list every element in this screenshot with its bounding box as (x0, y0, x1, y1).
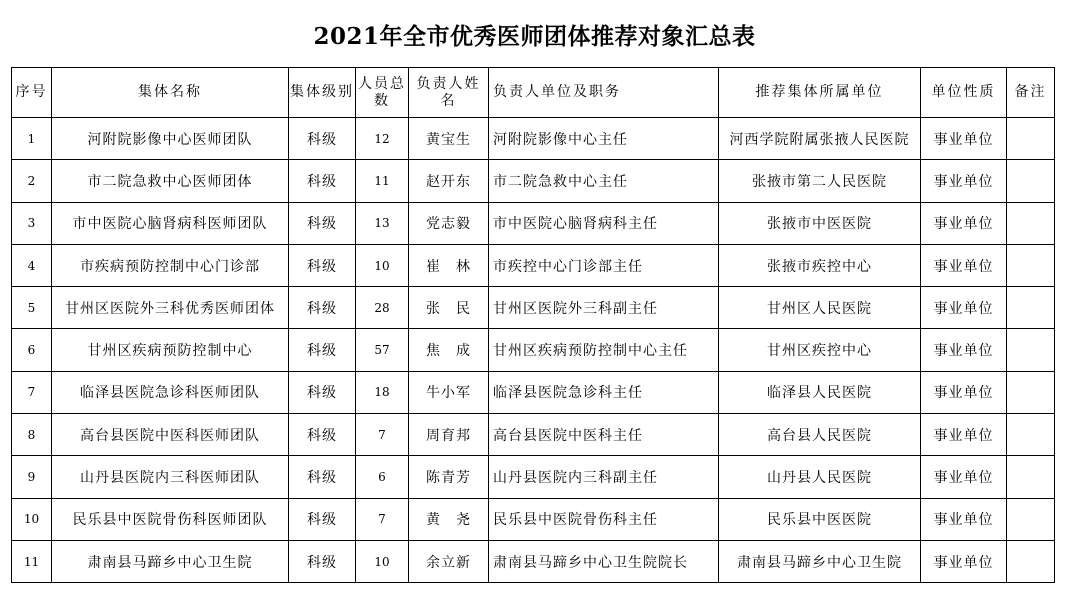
cell-nature: 事业单位 (921, 160, 1007, 202)
cell-position: 市二院急救中心主任 (489, 160, 719, 202)
cell-nature: 事业单位 (921, 414, 1007, 456)
cell-remark (1007, 287, 1055, 329)
cell-position: 肃南县马蹄乡中心卫生院院长 (489, 540, 719, 582)
cell-level: 科级 (289, 498, 356, 540)
header-level: 集体级别 (289, 68, 356, 118)
header-seq: 序号 (12, 68, 52, 118)
header-unit: 推荐集体所属单位 (719, 68, 921, 118)
cell-name: 甘州区医院外三科优秀医师团体 (52, 287, 289, 329)
table-header-row (12, 68, 1055, 118)
cell-count: 7 (356, 498, 409, 540)
cell-count: 13 (356, 202, 409, 244)
cell-nature: 事业单位 (921, 244, 1007, 286)
cell-nature: 事业单位 (921, 118, 1007, 160)
cell-level: 科级 (289, 540, 356, 582)
cell-nature: 事业单位 (921, 202, 1007, 244)
table-row (12, 287, 1055, 329)
table-row (12, 202, 1055, 244)
cell-seq: 9 (12, 456, 52, 498)
cell-unit: 甘州区疾控中心 (719, 329, 921, 371)
cell-position: 甘州区疾病预防控制中心主任 (489, 329, 719, 371)
cell-leader: 崔 林 (409, 244, 489, 286)
cell-leader: 张 民 (409, 287, 489, 329)
header-name: 集体名称 (52, 68, 289, 118)
table-row (12, 414, 1055, 456)
cell-level: 科级 (289, 160, 356, 202)
cell-leader: 黄宝生 (409, 118, 489, 160)
cell-name: 市二院急救中心医师团体 (52, 160, 289, 202)
cell-level: 科级 (289, 287, 356, 329)
table-row (12, 540, 1055, 582)
cell-level: 科级 (289, 244, 356, 286)
cell-leader: 焦 成 (409, 329, 489, 371)
cell-seq: 4 (12, 244, 52, 286)
cell-nature: 事业单位 (921, 329, 1007, 371)
cell-leader: 周育邦 (409, 414, 489, 456)
cell-remark (1007, 160, 1055, 202)
cell-nature: 事业单位 (921, 371, 1007, 413)
cell-count: 10 (356, 540, 409, 582)
cell-count: 28 (356, 287, 409, 329)
cell-seq: 1 (12, 118, 52, 160)
cell-name: 高台县医院中医科医师团队 (52, 414, 289, 456)
cell-leader: 黄 尧 (409, 498, 489, 540)
cell-count: 11 (356, 160, 409, 202)
cell-seq: 11 (12, 540, 52, 582)
cell-level: 科级 (289, 329, 356, 371)
summary-table (11, 67, 1055, 583)
cell-position: 民乐县中医院骨伤科主任 (489, 498, 719, 540)
cell-seq: 3 (12, 202, 52, 244)
cell-unit: 甘州区人民医院 (719, 287, 921, 329)
cell-unit: 临泽县人民医院 (719, 371, 921, 413)
cell-remark (1007, 244, 1055, 286)
cell-remark (1007, 456, 1055, 498)
cell-count: 18 (356, 371, 409, 413)
cell-seq: 2 (12, 160, 52, 202)
cell-remark (1007, 202, 1055, 244)
cell-unit: 民乐县中医医院 (719, 498, 921, 540)
cell-name: 山丹县医院内三科医师团队 (52, 456, 289, 498)
cell-name: 市中医院心脑肾病科医师团队 (52, 202, 289, 244)
cell-name: 市疾病预防控制中心门诊部 (52, 244, 289, 286)
table-row (12, 371, 1055, 413)
cell-seq: 6 (12, 329, 52, 371)
cell-unit: 肃南县马蹄乡中心卫生院 (719, 540, 921, 582)
header-position: 负责人单位及职务 (489, 68, 719, 118)
cell-leader: 牛小军 (409, 371, 489, 413)
cell-name: 河附院影像中心医师团队 (52, 118, 289, 160)
cell-remark (1007, 329, 1055, 371)
cell-remark (1007, 371, 1055, 413)
cell-position: 河附院影像中心主任 (489, 118, 719, 160)
cell-seq: 5 (12, 287, 52, 329)
table-body (12, 118, 1055, 583)
cell-unit: 高台县人民医院 (719, 414, 921, 456)
cell-remark (1007, 498, 1055, 540)
table-row (12, 160, 1055, 202)
cell-seq: 10 (12, 498, 52, 540)
table-row (12, 456, 1055, 498)
cell-position: 甘州区医院外三科副主任 (489, 287, 719, 329)
header-remark: 备注 (1007, 68, 1055, 118)
cell-count: 6 (356, 456, 409, 498)
cell-unit: 张掖市疾控中心 (719, 244, 921, 286)
cell-unit: 山丹县人民医院 (719, 456, 921, 498)
header-leader: 负责人姓 名 (409, 68, 489, 118)
cell-name: 肃南县马蹄乡中心卫生院 (52, 540, 289, 582)
table-row (12, 118, 1055, 160)
cell-seq: 7 (12, 371, 52, 413)
cell-unit: 河西学院附属张掖人民医院 (719, 118, 921, 160)
cell-level: 科级 (289, 202, 356, 244)
cell-name: 民乐县中医院骨伤科医师团队 (52, 498, 289, 540)
cell-position: 市中医院心脑肾病科主任 (489, 202, 719, 244)
cell-nature: 事业单位 (921, 456, 1007, 498)
cell-nature: 事业单位 (921, 498, 1007, 540)
cell-unit: 张掖市中医医院 (719, 202, 921, 244)
cell-remark (1007, 118, 1055, 160)
cell-level: 科级 (289, 456, 356, 498)
cell-level: 科级 (289, 414, 356, 456)
cell-position: 高台县医院中医科主任 (489, 414, 719, 456)
header-count: 人员总数 (356, 68, 409, 118)
cell-name: 临泽县医院急诊科医师团队 (52, 371, 289, 413)
cell-unit: 张掖市第二人民医院 (719, 160, 921, 202)
cell-leader: 余立新 (409, 540, 489, 582)
cell-level: 科级 (289, 118, 356, 160)
cell-level: 科级 (289, 371, 356, 413)
header-nature: 单位性质 (921, 68, 1007, 118)
cell-position: 临泽县医院急诊科主任 (489, 371, 719, 413)
cell-leader: 赵开东 (409, 160, 489, 202)
cell-count: 7 (356, 414, 409, 456)
cell-remark (1007, 540, 1055, 582)
cell-leader: 陈青芳 (409, 456, 489, 498)
cell-remark (1007, 414, 1055, 456)
cell-count: 10 (356, 244, 409, 286)
cell-count: 12 (356, 118, 409, 160)
table-row (12, 329, 1055, 371)
cell-position: 山丹县医院内三科副主任 (489, 456, 719, 498)
cell-count: 57 (356, 329, 409, 371)
cell-nature: 事业单位 (921, 540, 1007, 582)
cell-nature: 事业单位 (921, 287, 1007, 329)
cell-position: 市疾控中心门诊部主任 (489, 244, 719, 286)
cell-seq: 8 (12, 414, 52, 456)
table-row (12, 498, 1055, 540)
page-title: 2021年全市优秀医师团体推荐对象汇总表 (313, 23, 756, 50)
cell-leader: 党志毅 (409, 202, 489, 244)
table-row (12, 244, 1055, 286)
cell-name: 甘州区疾病预防控制中心 (52, 329, 289, 371)
